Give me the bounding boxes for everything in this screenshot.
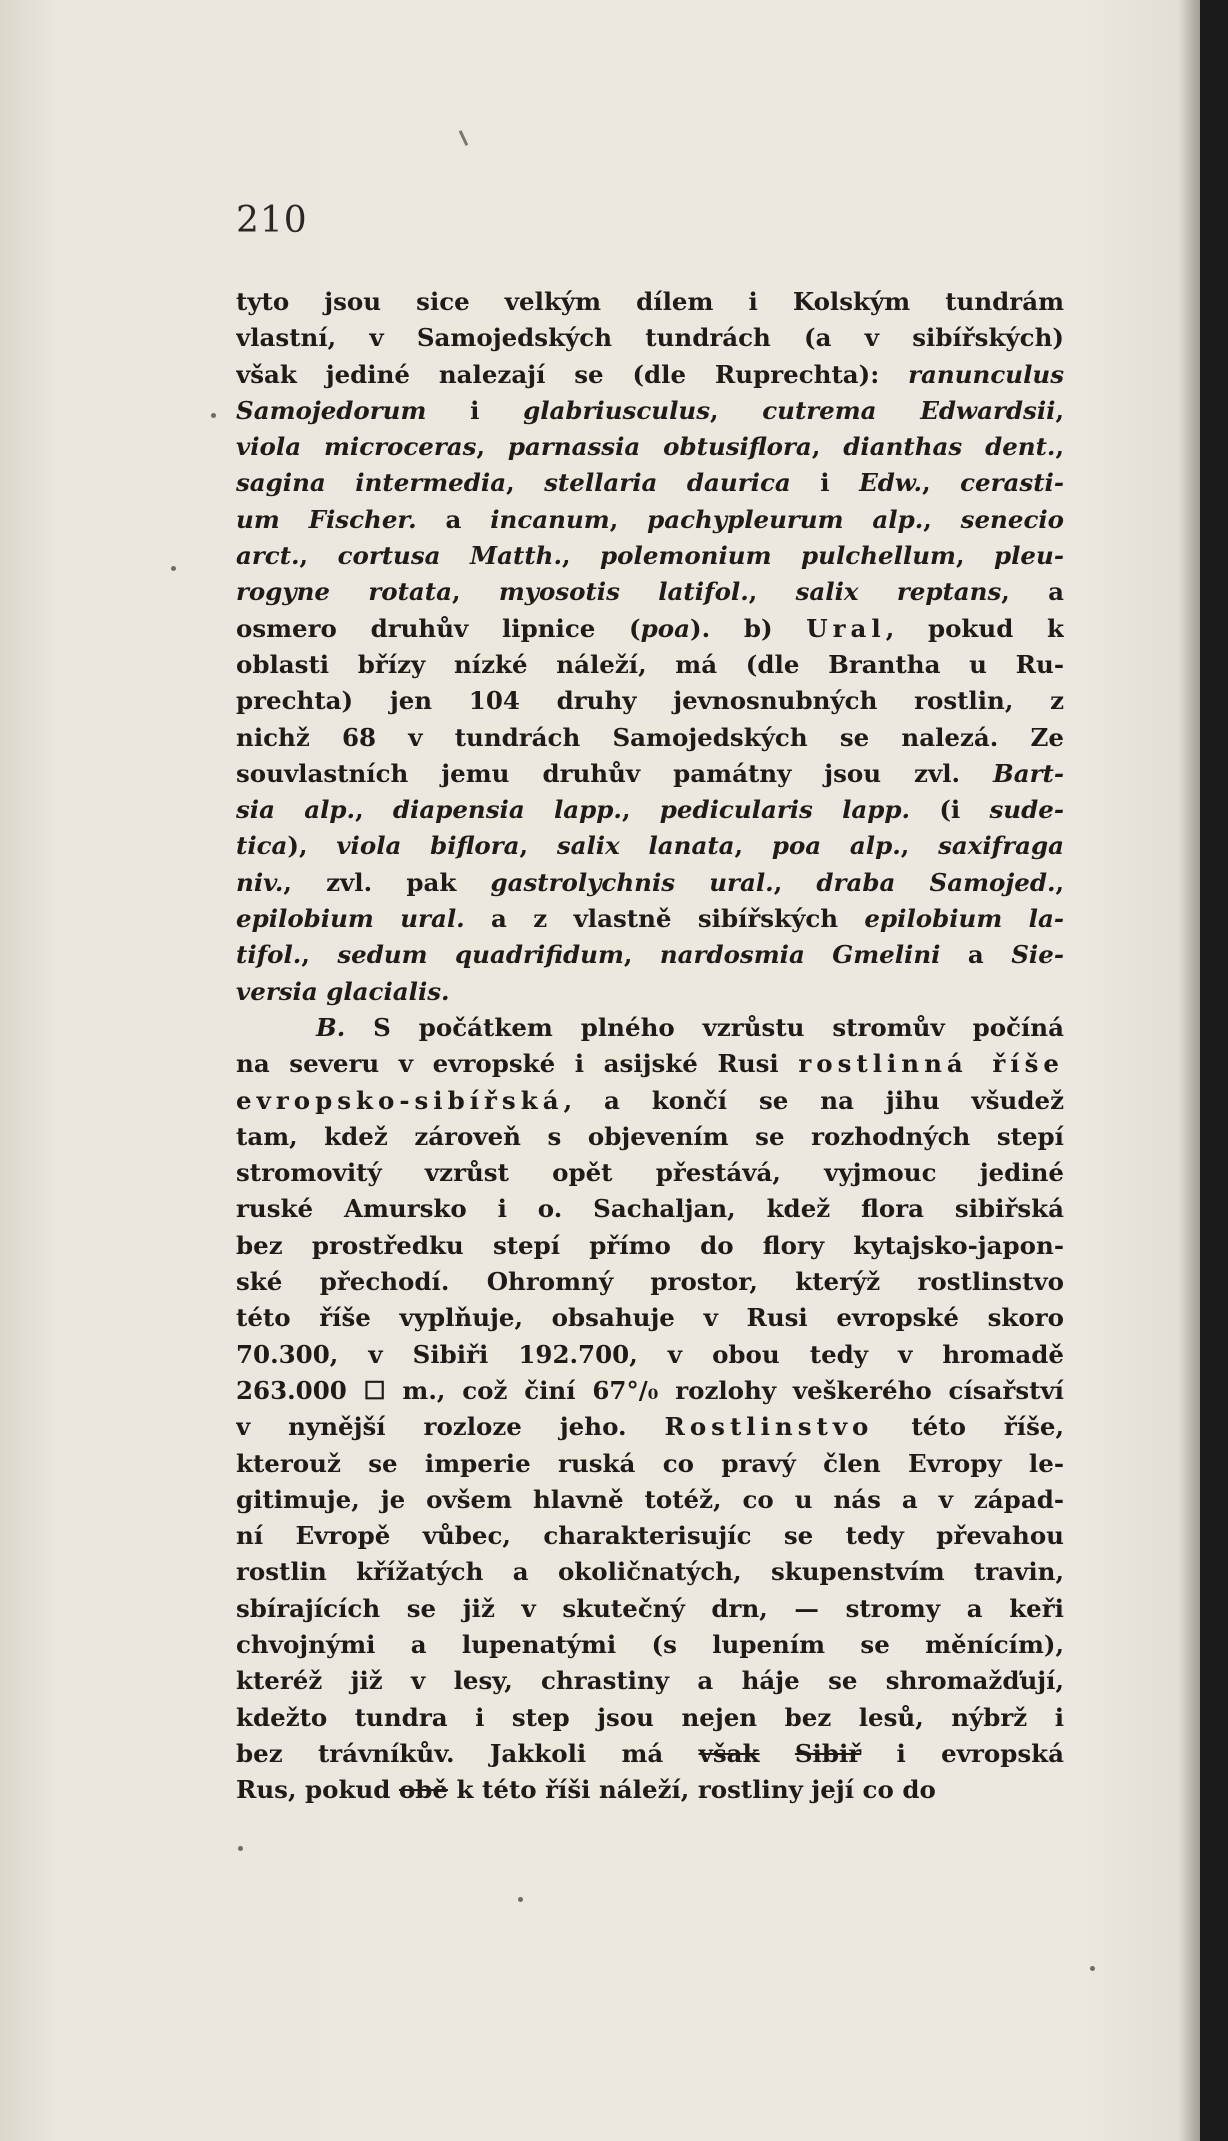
text-line: této říše vyplňuje, obsahuje v Rusi evropské skoro [236, 1303, 1064, 1333]
text-line: Rus, pokud obě k této říši náleží, rostliny její co do [236, 1775, 936, 1805]
text-line: osmero druhův lipnice (poa). b) Ural, pokud k [236, 613, 1064, 643]
text-line: prechta) jen 104 druhy jevnosnubných rostlin, z [236, 686, 1064, 716]
text-line: ruské Amursko i o. Sachaljan, kdež flora sibiřská [236, 1194, 1064, 1224]
text-line: rogyne rotata, myosotis latifol., salix reptans, a [236, 577, 1064, 607]
text-line: sagina intermedia, stellaria daurica i Edw., cerasti- [236, 468, 1064, 498]
text-line: nichž 68 v tundrách Samojedských se nalezá. Ze [236, 722, 1064, 752]
text-line: stromovitý vzrůst opět přestává, vyjmouc jediné [236, 1158, 1064, 1188]
text-line: bez trávníkův. Jakkoli má však Sibiř i evropská [236, 1738, 1064, 1768]
text-line: evropsko-sibířská, a končí se na jihu všudež [236, 1085, 1064, 1115]
text-line: um Fischer. a incanum, pachypleurum alp., senecio [236, 504, 1064, 534]
text-line: souvlastních jemu druhův památny jsou zvl. Bart- [236, 758, 1064, 788]
text-line: ské přechodí. Ohromný prostor, kterýž rostlinstvo [236, 1267, 1064, 1297]
body-text [236, 284, 1064, 1808]
text-line: kterouž se imperie ruská co pravý člen Evropy le- [236, 1448, 1064, 1478]
text-line: vlastní, v Samojedských tundrách (a v sibířských) [236, 323, 1064, 353]
text-line: bez prostředku stepí přímo do flory kytajsko-japon- [236, 1230, 1064, 1260]
text-line: gitimuje, je ovšem hlavně totéž, co u nás a v západ- [236, 1484, 1064, 1514]
text-line: versia glacialis. [236, 976, 450, 1006]
text-line: B. S počátkem plného vzrůstu stromův počíná [316, 1012, 1064, 1042]
text-line: sia alp., diapensia lapp., pedicularis lapp. (i sude- [236, 795, 1064, 825]
text-line: ní Evropě vůbec, charakterisujíc se tedy převahou [236, 1521, 1064, 1551]
text-line: tica), viola biflora, salix lanata, poa alp., saxifraga [236, 831, 1064, 861]
page-number: 210 [236, 200, 308, 241]
text-line: na severu v evropské i asijské Rusi rostlinná říše [236, 1049, 1064, 1079]
text-line: chvojnými a lupenatými (s lupením se měnícím), [236, 1629, 1064, 1659]
text-line: kdežto tundra i step jsou nejen bez lesů, nýbrž i [236, 1702, 1064, 1732]
text-line: 263.000 ☐ m., což činí 67°/₀ rozlohy veškerého císařství [236, 1375, 1064, 1405]
text-line: 70.300, v Sibiři 192.700, v obou tedy v hromadě [236, 1339, 1064, 1369]
text-line: epilobium ural. a z vlastně sibířských epilobium la- [236, 904, 1064, 934]
text-line: rostlin křížatých a okoličnatých, skupenstvím travin, [236, 1557, 1064, 1587]
text-line: tam, kdež zároveň s objevením se rozhodných stepí [236, 1121, 1064, 1151]
text-line: sbírajících se již v skutečný drn, — stromy a keři [236, 1593, 1064, 1623]
text-line: tifol., sedum quadrifidum, nardosmia Gmelini a Sie- [236, 940, 1064, 970]
text-line: niv., zvl. pak gastrolychnis ural., draba Samojed., [236, 867, 1064, 897]
text-line: tyto jsou sice velkým dílem i Kolským tundrám [236, 287, 1064, 316]
page-edge [1200, 0, 1228, 2141]
text-line: kteréž již v lesy, chrastiny a háje se shromažďují, [236, 1666, 1064, 1696]
text-line: v nynější rozloze jeho. Rostlinstvo této říše, [236, 1412, 1064, 1442]
text-line: však jediné nalezají se (dle Ruprechta): ranunculus [236, 359, 1064, 389]
text-line: viola microceras, parnassia obtusiflora, dianthas dent., [236, 432, 1064, 462]
text-line: Samojedorum i glabriusculus, cutrema Edwardsii, [236, 395, 1064, 425]
text-line: arct., cortusa Matth., polemonium pulchellum, pleu- [236, 541, 1064, 571]
text-line: oblasti břízy nízké náleží, má (dle Brantha u Ru- [236, 649, 1064, 679]
page-gutter-shadow [1178, 0, 1200, 2141]
